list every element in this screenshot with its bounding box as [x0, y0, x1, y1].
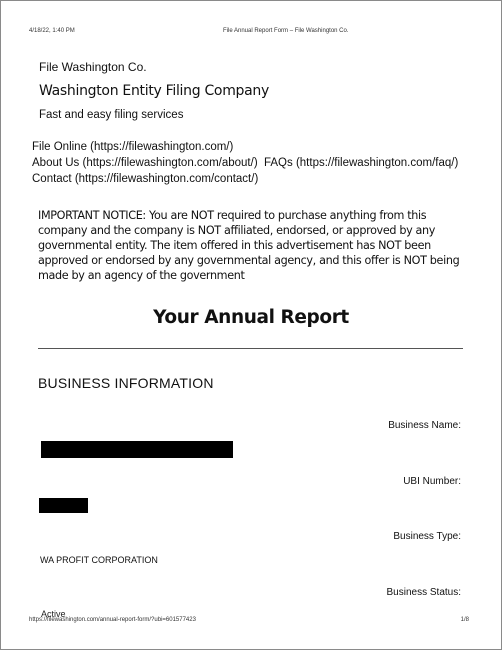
link-contact[interactable]: Contact (https://filewashington.com/contact/)	[32, 173, 259, 185]
company-tagline: Fast and easy filing services	[39, 109, 184, 121]
company-block	[39, 60, 269, 121]
redacted-business-name	[41, 441, 233, 458]
company-entity: Washington Entity Filing Company	[39, 83, 269, 99]
section-title: BUSINESS INFORMATION	[38, 375, 214, 391]
print-datetime: 4/18/22, 1:40 PM	[29, 28, 75, 34]
report-title: Your Annual Report	[153, 307, 349, 328]
nav-links	[32, 139, 459, 187]
ubi-number-label: UBI Number:	[403, 476, 461, 487]
link-faqs[interactable]: FAQs (https://filewashington.com/faq/)	[264, 157, 459, 169]
print-doc-title: File Annual Report Form – File Washington Co.	[223, 28, 349, 34]
company-name: File Washington Co.	[39, 60, 147, 74]
link-file-online[interactable]: File Online (https://filewashington.com/)	[32, 141, 234, 153]
divider	[38, 348, 463, 349]
link-about-us[interactable]: About Us (https://filewashington.com/about/)	[32, 157, 258, 169]
print-url: https://filewashington.com/annual-report-form/?ubi=601577423	[29, 617, 196, 623]
business-name-label: Business Name:	[388, 420, 461, 431]
business-type-label: Business Type:	[393, 531, 461, 542]
print-footer	[29, 617, 469, 623]
page-number: 1/8	[460, 617, 469, 623]
redacted-ubi-number	[39, 498, 88, 513]
business-status-label: Business Status:	[386, 587, 461, 598]
business-status-value: Active	[41, 609, 66, 619]
business-type-value: WA PROFIT CORPORATION	[40, 555, 158, 565]
important-notice: IMPORTANT NOTICE: You are NOT required to purchase anything from this company and the company is NOT affiliated, endorsed, or approved by any governmental entity. The item offered in this advertisement has NOT been approved or endorsed by any governmental agency, and this offer is NOT being made by an agency of the government	[38, 209, 460, 282]
